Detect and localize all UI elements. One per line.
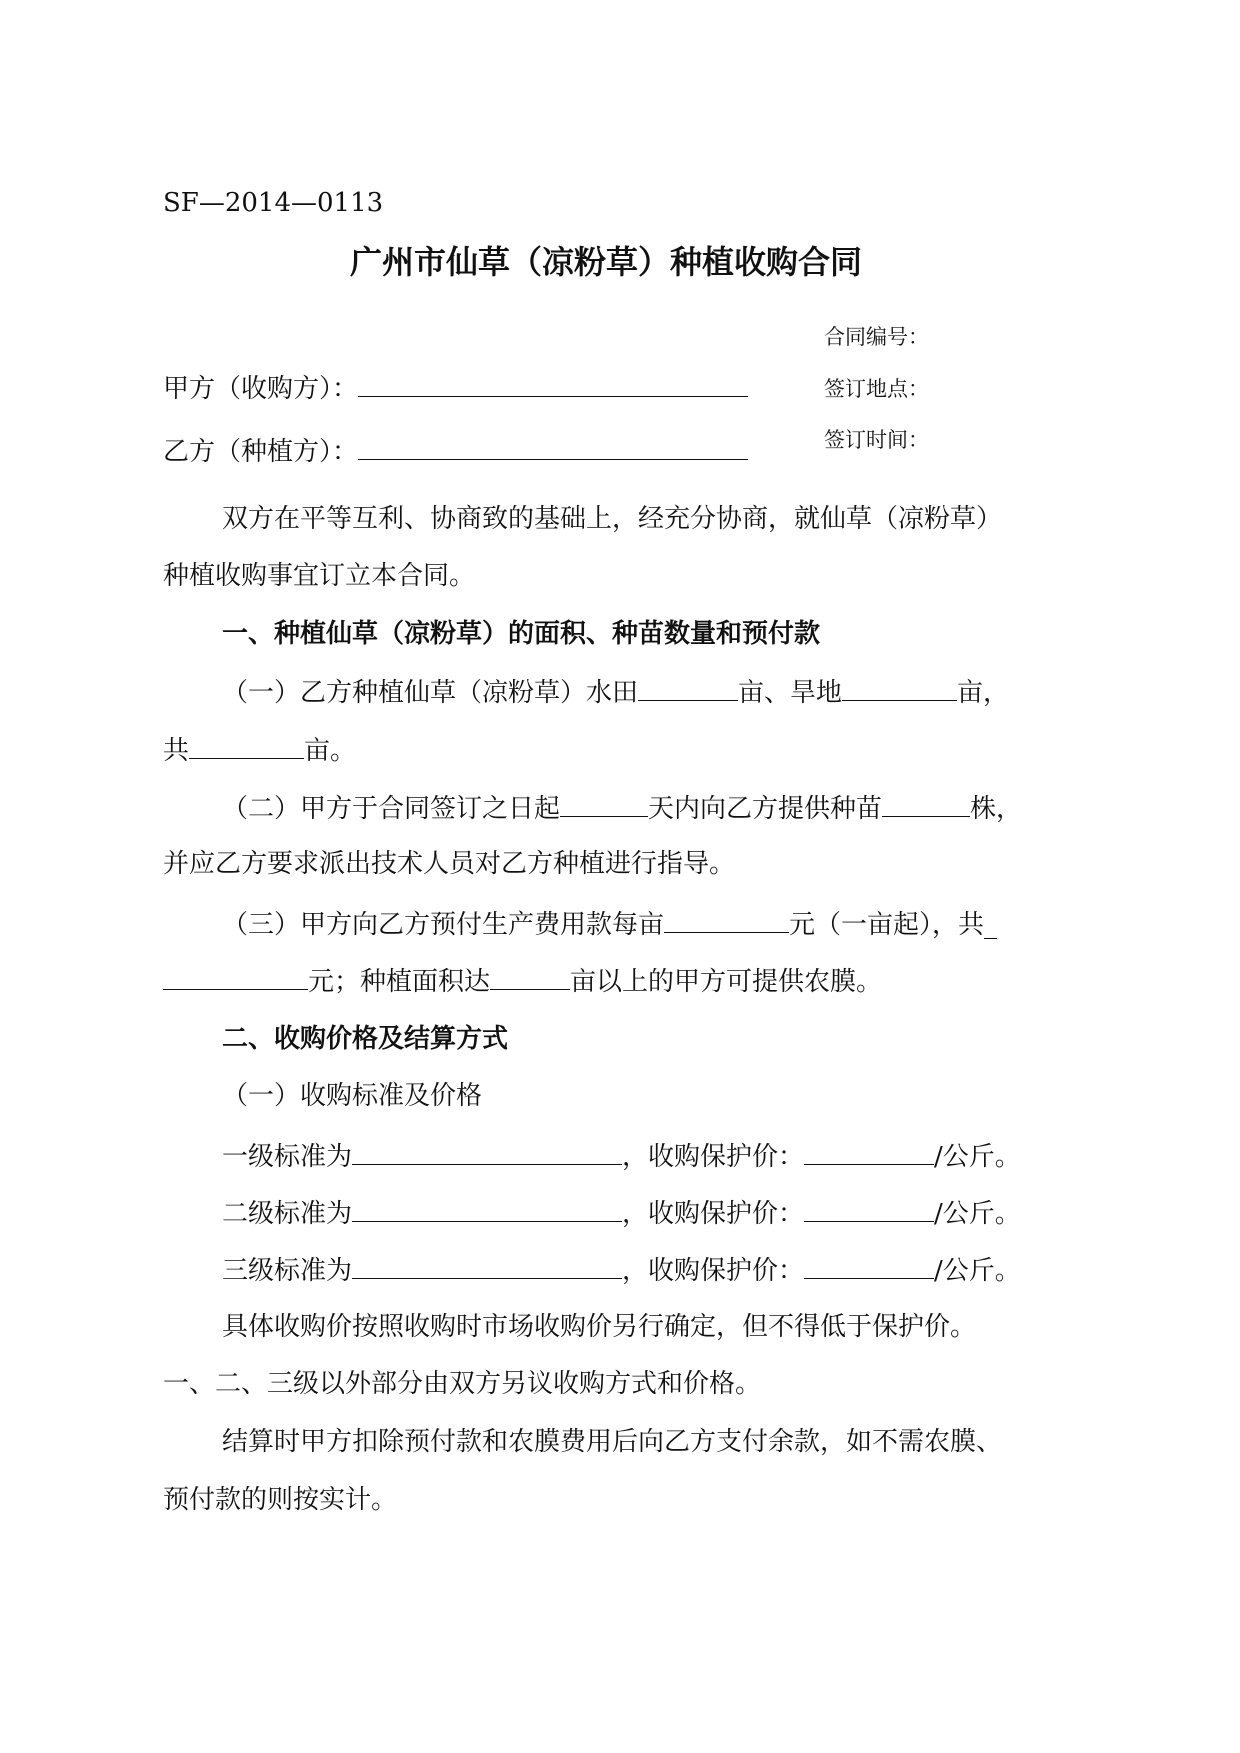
days-blank[interactable] [560,794,648,817]
settlement-note-line-2: 预付款的则按实计。 [163,1485,398,1515]
price-blank[interactable] [804,1256,934,1279]
section-1-item-2-line-2: 并应乙方要求派出技术人员对乙方种植进行指导。 [163,849,736,879]
film-area-blank[interactable] [490,967,570,990]
party-b-label: 乙方（种植方）： [163,437,359,467]
grade-standard-blank[interactable] [352,1142,622,1165]
grade-standard-blank[interactable] [352,1256,622,1279]
price-label: ，收购保护价： [622,1199,805,1229]
item-1-text-c: 亩， [957,678,1010,708]
pricing-note-line-2: 一、二、三级以外部分由双方另议收购方式和价格。 [163,1369,762,1399]
price-unit: /公斤。 [934,1199,1021,1229]
section-2-sub-1: （一）收购标准及价格 [222,1081,483,1111]
price-unit: /公斤。 [934,1256,1021,1286]
document-title: 广州市仙草（凉粉草）种植收购合同 [350,243,863,281]
grade-standard-blank[interactable] [352,1199,622,1222]
grade-row [222,1199,1021,1227]
grade-label: 二级标准为 [222,1199,353,1229]
sign-place-label: 签订地点： [824,377,929,401]
item-3-text-d: 亩以上的甲方可提供农膜。 [570,967,883,997]
item-2-text-b: 天内向乙方提供种苗 [648,794,883,824]
sign-time-label: 签订时间： [824,428,929,452]
section-1-item-3-line-1 [222,910,997,938]
section-1-item-1-line-1 [222,678,1009,706]
prepay-total-blank[interactable] [163,967,308,990]
contract-number-label: 合同编号： [824,325,929,349]
price-blank[interactable] [804,1199,934,1222]
grade-label: 三级标准为 [222,1256,353,1286]
settlement-note-line-1: 结算时甲方扣除预付款和农膜费用后向乙方支付余款，如不需农膜、 [222,1427,1003,1457]
section-1-item-1-line-2 [163,736,356,764]
item-1-text-d: 共 [163,736,190,766]
item-1-text-b: 亩、旱地 [738,678,843,708]
grade-label: 一级标准为 [222,1142,353,1172]
total-area-blank[interactable] [189,736,304,759]
prepay-per-mu-blank[interactable] [664,910,789,933]
paddy-area-blank[interactable] [638,678,738,701]
item-2-text-c: 株， [970,794,1023,824]
section-1-heading: 一、种植仙草（凉粉草）的面积、种苗数量和预付款 [222,619,821,649]
party-a-label: 甲方（收购方）： [163,374,359,404]
document-code: SF—2014—0113 [163,188,384,218]
pricing-note-line-1: 具体收购价按照收购时市场收购价另行确定，但不得低于保护价。 [222,1312,977,1342]
grade-row [222,1256,1021,1284]
party-a-blank[interactable] [358,374,748,397]
section-1-item-3-line-2 [163,967,882,995]
dryland-area-blank[interactable] [842,678,957,701]
item-3-text-c: 元；种植面积达 [308,967,491,997]
price-unit: /公斤。 [934,1142,1021,1172]
price-label: ，收购保护价： [622,1256,805,1286]
intro-line-1: 双方在平等互利、协商致的基础上，经充分协商，就仙草（凉粉草） [222,504,1003,534]
party-b-line [163,437,748,465]
item-1-text-a: （一）乙方种植仙草（凉粉草）水田 [222,678,639,708]
party-b-blank[interactable] [358,437,748,460]
item-2-text-a: （二）甲方于合同签订之日起 [222,794,561,824]
grade-row [222,1142,1021,1170]
party-a-line [163,374,748,402]
item-3-text-b: 元（一亩起），共_ [789,910,998,940]
section-1-item-2-line-1 [222,794,1022,822]
item-1-text-e: 亩。 [304,736,357,766]
item-3-text-a: （三）甲方向乙方预付生产费用款每亩 [222,910,665,940]
price-label: ，收购保护价： [622,1142,805,1172]
seedlings-blank[interactable] [882,794,970,817]
section-2-heading: 二、收购价格及结算方式 [222,1024,509,1054]
intro-line-2: 种植收购事宜订立本合同。 [163,561,476,591]
price-blank[interactable] [804,1142,934,1165]
